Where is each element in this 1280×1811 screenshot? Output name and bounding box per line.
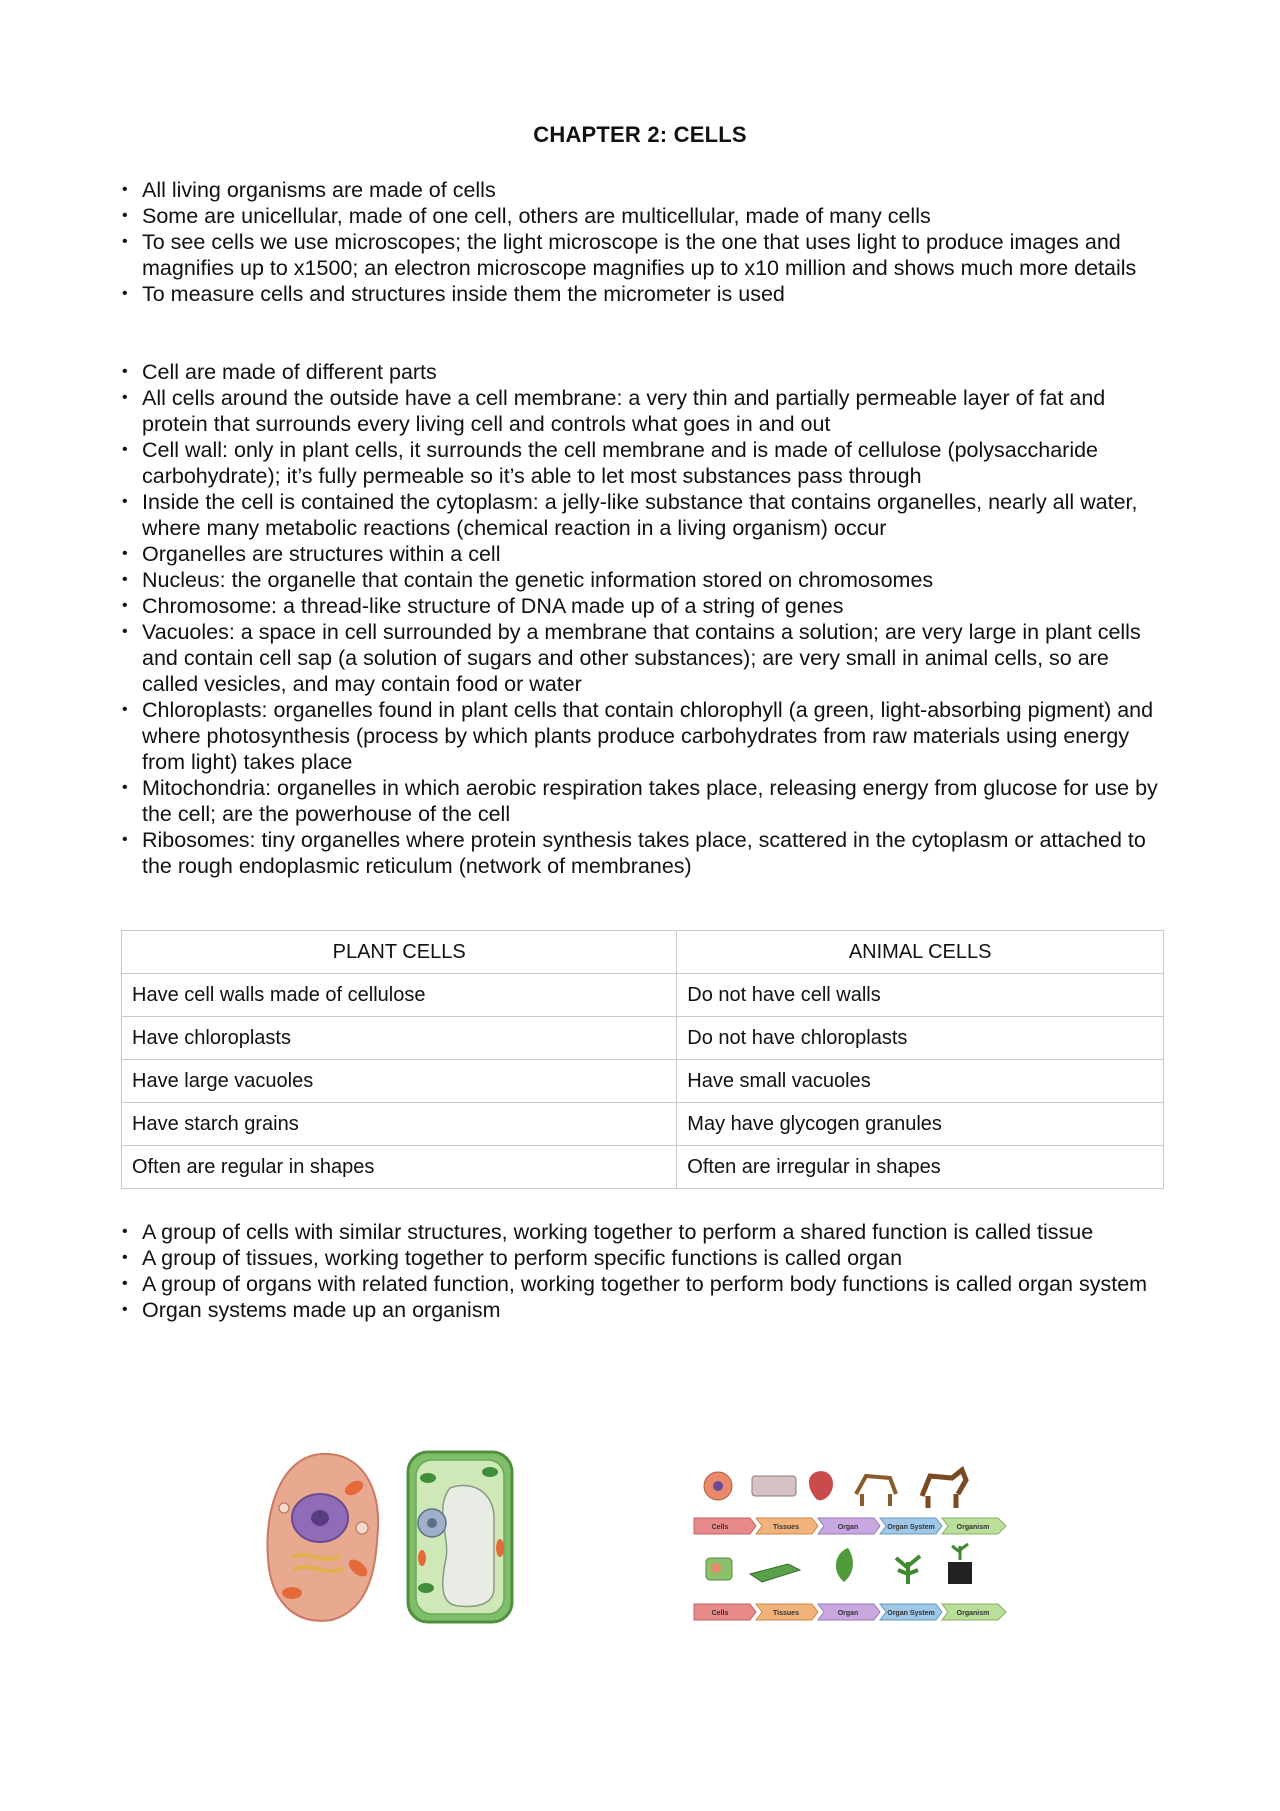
table-cell: Have cell walls made of cellulose	[122, 974, 677, 1017]
table-cell: Often are regular in shapes	[122, 1146, 677, 1189]
list-item: • Chromosome: a thread-like structure of DNA made up of a string of genes	[120, 593, 1170, 619]
header-plant-cells: PLANT CELLS	[122, 931, 677, 974]
list-item: • Organelles are structures within a cell	[120, 541, 1170, 567]
plant-organization-row	[706, 1544, 972, 1584]
table-cell: Have starch grains	[122, 1103, 677, 1146]
table-header-row	[122, 931, 1164, 974]
list-item: • A group of cells with similar structures, working together to perform a shared function is called tissue	[120, 1219, 1170, 1245]
animal-organization-row	[704, 1470, 966, 1508]
table-row	[122, 974, 1164, 1017]
list-item: • Organ systems made up an organism	[120, 1297, 1170, 1323]
arrow-label-organ-system: Organ System	[887, 1610, 935, 1617]
bullet-list-organization	[120, 1219, 1170, 1323]
arrow-label-cells: Cells	[711, 1610, 729, 1617]
arrow-label-tissues: Tissues	[773, 1610, 799, 1617]
page-title: CHAPTER 2: CELLS	[533, 122, 747, 147]
cell-diagrams-image	[262, 1448, 550, 1628]
list-item: • Ribosomes: tiny organelles where protein synthesis takes place, scattered in the cytoplasm or attached to the rough endoplasmic reticulum (network of membranes)	[120, 827, 1170, 879]
list-item: • Mitochondria: organelles in which aerobic respiration takes place, releasing energy from glucose for use by the cell; are the powerhouse of the cell	[120, 775, 1170, 827]
list-item: • All cells around the outside have a cell membrane: a very thin and partially permeable layer of fat and protein that surrounds every living cell and controls what goes in and out	[120, 385, 1170, 437]
list-item: • To measure cells and structures inside them the micrometer is used	[120, 281, 1170, 307]
animal-level-arrows	[694, 1518, 1006, 1534]
table-cell: Have small vacuoles	[677, 1060, 1164, 1103]
list-item: • Inside the cell is contained the cytoplasm: a jelly-like substance that contains organelles, nearly all water, where many metabolic reactions (chemical reaction in a living organism) occur	[120, 489, 1170, 541]
plant-animal-comparison-table	[121, 930, 1164, 1189]
list-item: • Chloroplasts: organelles found in plant cells that contain chlorophyll (a green, light-absorbing pigment) and where photosynthesis (process by which plants produce carbohydrates from raw materials using energy from light) takes place	[120, 697, 1170, 775]
table-row	[122, 1017, 1164, 1060]
table-row	[122, 1103, 1164, 1146]
bullet-list-intro	[120, 177, 1170, 307]
table-cell: Have chloroplasts	[122, 1017, 677, 1060]
animal-cell-illustration	[267, 1454, 378, 1621]
list-item: • A group of tissues, working together to perform specific functions is called organ	[120, 1245, 1170, 1271]
table-cell: May have glycogen granules	[677, 1103, 1164, 1146]
table-cell: Do not have chloroplasts	[677, 1017, 1164, 1060]
plant-cell-illustration	[408, 1452, 512, 1622]
table-cell: Do not have cell walls	[677, 974, 1164, 1017]
list-item: • Some are unicellular, made of one cell, others are multicellular, made of many cells	[120, 203, 1170, 229]
arrow-label-organism: Organism	[956, 1524, 990, 1531]
list-item: • Vacuoles: a space in cell surrounded by a membrane that contains a solution; are very large in plant cells and contain cell sap (a solution of sugars and other substances); are very small in animal cells, so are called vesicles, and may contain food or water	[120, 619, 1170, 697]
list-item: • All living organisms are made of cells	[120, 177, 1170, 203]
table-row	[122, 1146, 1164, 1189]
arrow-label-organ: Organ	[837, 1524, 859, 1531]
plant-level-arrows	[694, 1604, 1006, 1620]
table-row	[122, 1060, 1164, 1103]
arrow-label-cells: Cells	[711, 1524, 729, 1531]
header-animal-cells: ANIMAL CELLS	[677, 931, 1164, 974]
table-cell: Have large vacuoles	[122, 1060, 677, 1103]
arrow-label-tissues: Tissues	[773, 1524, 799, 1531]
list-item: • To see cells we use microscopes; the light microscope is the one that uses light to produce images and magnifies up to x1500; an electron microscope magnifies up to x10 million and shows much more details	[120, 229, 1170, 281]
list-item: • Cell wall: only in plant cells, it surrounds the cell membrane and is made of cellulose (polysaccharide carbohydrate); it’s fully permeable so it’s able to let most substances pass through	[120, 437, 1170, 489]
list-item: • Cell are made of different parts	[120, 359, 1170, 385]
table-cell: Often are irregular in shapes	[677, 1146, 1164, 1189]
arrow-label-organism: Organism	[956, 1610, 990, 1617]
list-item: • Nucleus: the organelle that contain the genetic information stored on chromosomes	[120, 567, 1170, 593]
arrow-label-organ: Organ	[837, 1610, 859, 1617]
arrow-label-organ-system: Organ System	[887, 1524, 935, 1531]
bullet-list-cell-parts	[120, 359, 1170, 879]
organization-levels-image	[690, 1466, 1010, 1636]
list-item: • A group of organs with related function, working together to perform body functions is called organ system	[120, 1271, 1170, 1297]
